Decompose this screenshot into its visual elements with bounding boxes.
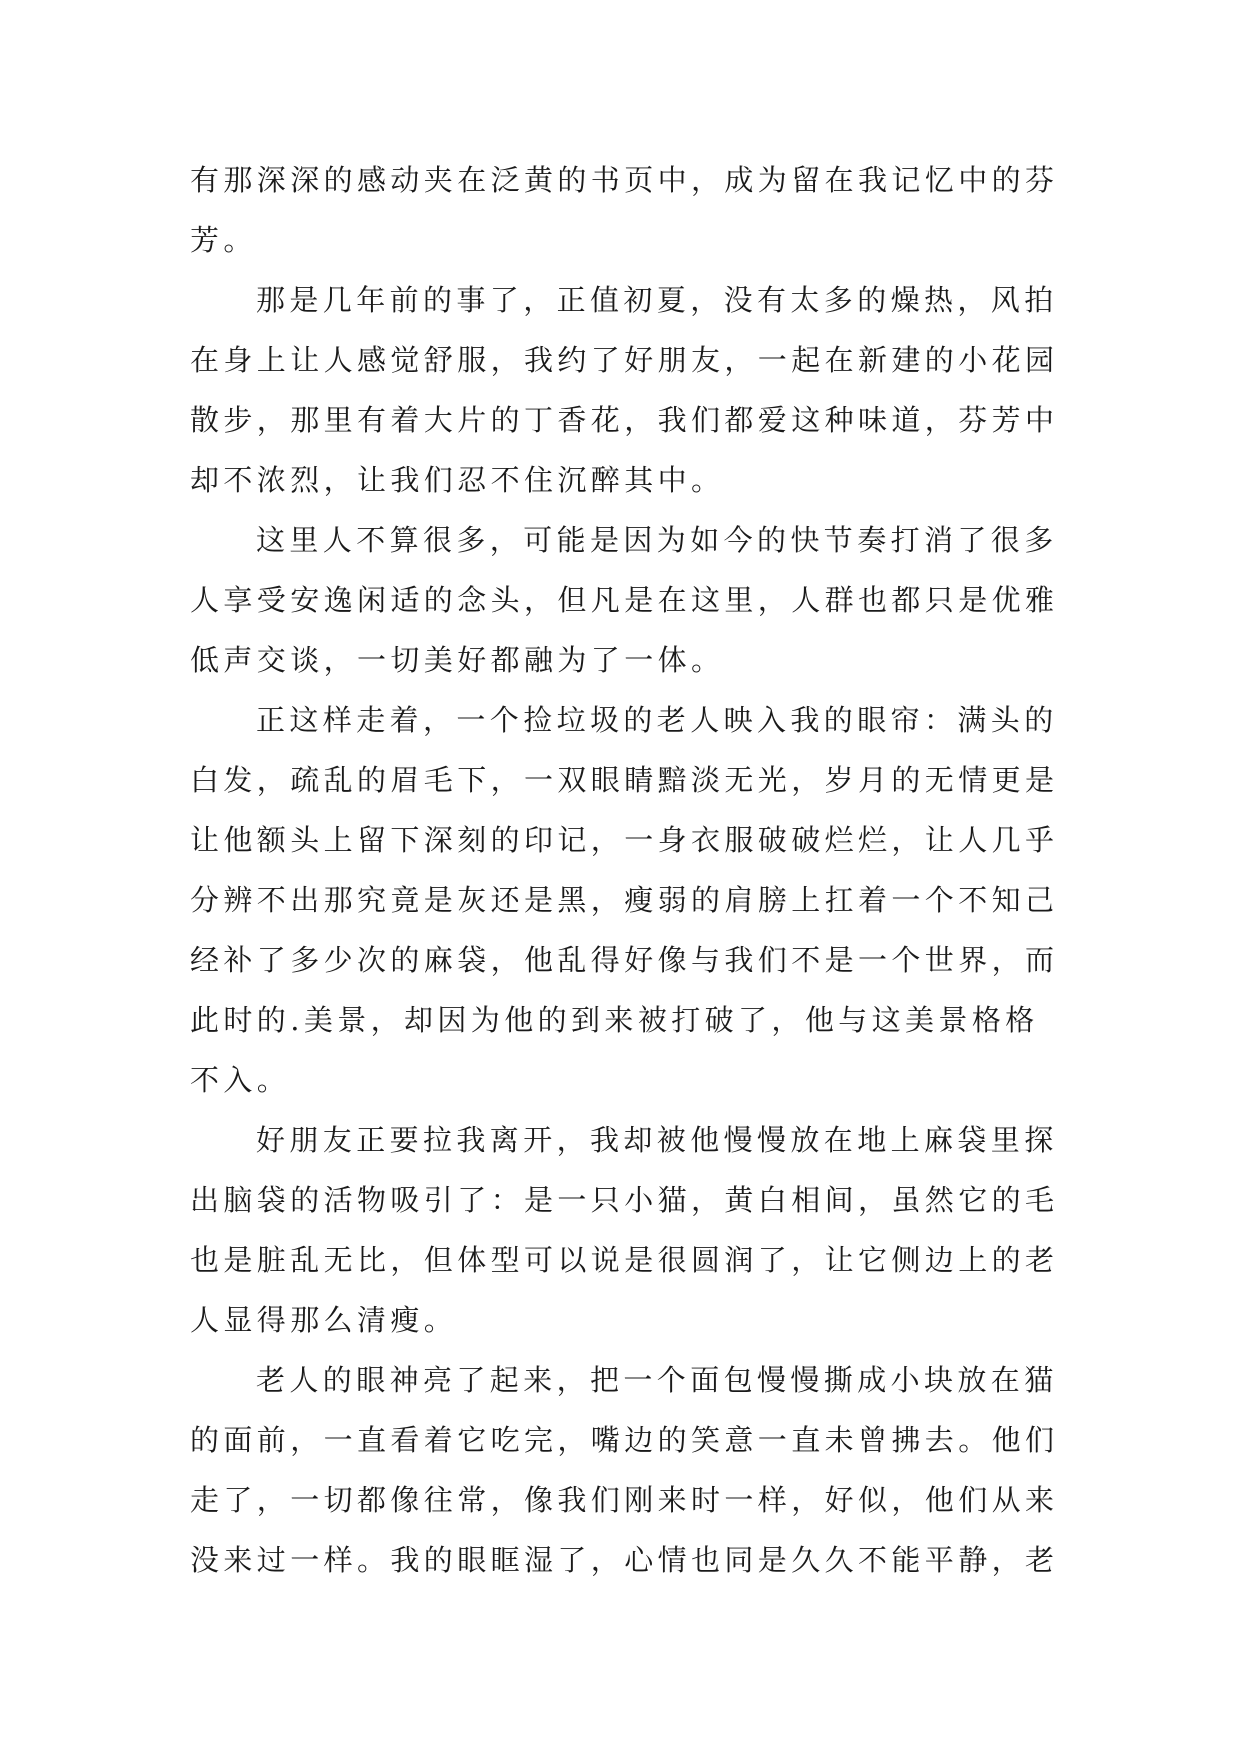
- text-line: 人显得那么清瘦。: [190, 1303, 458, 1337]
- paragraph-start-line: 正这样走着，一个捡垃圾的老人映入我的眼帘：满头的: [256, 703, 1058, 737]
- text-line: 的面前，一直看着它吃完，嘴边的笑意一直未曾拂去。他们: [190, 1423, 1059, 1457]
- text-line: 散步，那里有着大片的丁香花，我们都爱这种味道，芬芳中: [190, 403, 1059, 437]
- paragraph-start-line: 老人的眼神亮了起来，把一个面包慢慢撕成小块放在猫: [256, 1363, 1058, 1397]
- text-line: 也是脏乱无比，但体型可以说是很圆润了，让它侧边上的老: [190, 1243, 1059, 1277]
- document-body: [190, 150, 1059, 1590]
- text-line: 不入。: [190, 1063, 291, 1097]
- text-line: 在身上让人感觉舒服，我约了好朋友，一起在新建的小花园: [190, 343, 1059, 377]
- text-line: 却不浓烈，让我们忍不住沉醉其中。: [190, 463, 725, 497]
- text-line: 出脑袋的活物吸引了：是一只小猫，黄白相间，虽然它的毛: [190, 1183, 1059, 1217]
- paragraph-start-line: 这里人不算很多，可能是因为如今的快节奏打消了很多: [256, 523, 1058, 557]
- text-line: 让他额头上留下深刻的印记，一身衣服破破烂烂，让人几乎: [190, 823, 1059, 857]
- text-line: 有那深深的感动夹在泛黄的书页中，成为留在我记忆中的芬: [190, 163, 1059, 197]
- text-line: 人享受安逸闲适的念头，但凡是在这里，人群也都只是优雅: [190, 583, 1059, 617]
- text-line: 没来过一样。我的眼眶湿了，心情也同是久久不能平静，老: [190, 1543, 1059, 1577]
- text-line: 走了，一切都像往常，像我们刚来时一样，好似，他们从来: [190, 1483, 1059, 1517]
- text-line: 经补了多少次的麻袋，他乱得好像与我们不是一个世界，而: [190, 943, 1059, 977]
- text-line: 此时的.美景，却因为他的到来被打破了，他与这美景格格: [190, 1003, 1039, 1037]
- paragraph-start-line: 那是几年前的事了，正值初夏，没有太多的燥热，风拍: [256, 283, 1058, 317]
- text-line: 芳。: [190, 223, 257, 257]
- paragraph-start-line: 好朋友正要拉我离开，我却被他慢慢放在地上麻袋里探: [256, 1123, 1058, 1157]
- text-line: 白发，疏乱的眉毛下，一双眼睛黯淡无光，岁月的无情更是: [190, 763, 1059, 797]
- text-line: 低声交谈，一切美好都融为了一体。: [190, 643, 725, 677]
- text-line: 分辨不出那究竟是灰还是黑，瘦弱的肩膀上扛着一个不知己: [190, 883, 1059, 917]
